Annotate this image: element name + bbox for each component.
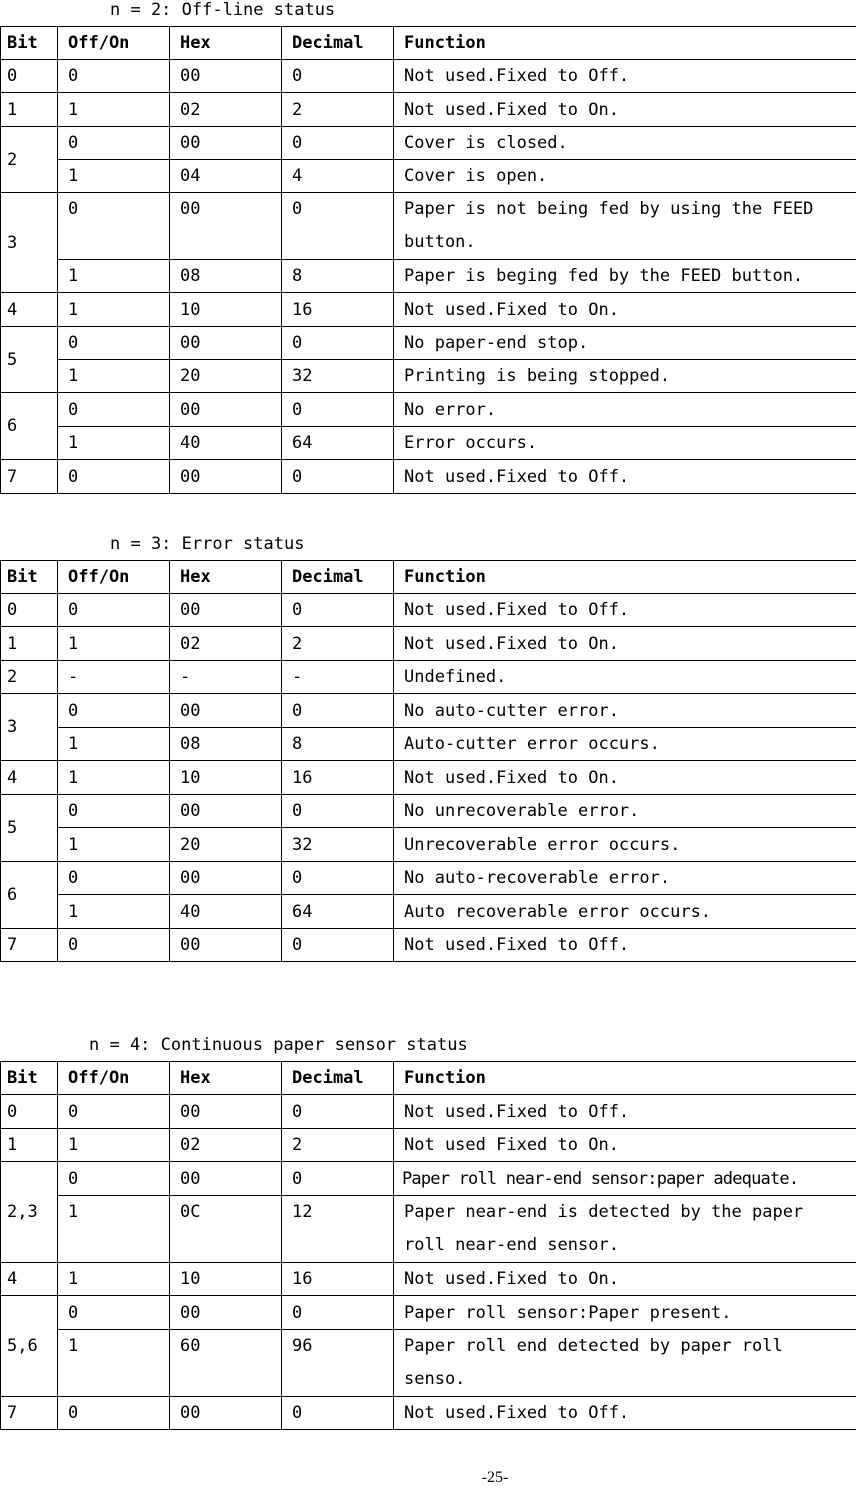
table-row bbox=[1, 1263, 856, 1296]
function-cell: Printing is being stopped. bbox=[394, 360, 856, 393]
hex-cell: 00 bbox=[170, 460, 282, 494]
off-on-cell: 1 bbox=[58, 160, 170, 193]
table-row bbox=[1, 60, 856, 93]
bit-cell: 0 bbox=[1, 60, 58, 93]
decimal-cell: 2 bbox=[282, 93, 394, 127]
decimal-cell: 32 bbox=[282, 360, 394, 393]
hex-cell: 00 bbox=[170, 1397, 282, 1430]
decimal-cell: 32 bbox=[282, 828, 394, 862]
table-row bbox=[1, 1162, 856, 1196]
hex-cell: 00 bbox=[170, 594, 282, 627]
decimal-cell: 12 bbox=[282, 1196, 394, 1263]
header-decimal: Decimal bbox=[282, 1062, 394, 1095]
function-cell: No auto-cutter error. bbox=[394, 694, 856, 728]
off-on-cell: 0 bbox=[58, 1296, 170, 1330]
decimal-cell: - bbox=[282, 661, 394, 694]
off-on-cell: 0 bbox=[58, 60, 170, 93]
function-cell: Auto-cutter error occurs. bbox=[394, 728, 856, 761]
off-on-cell: 0 bbox=[58, 594, 170, 627]
hex-cell: 40 bbox=[170, 895, 282, 929]
hex-cell: 10 bbox=[170, 761, 282, 795]
table-row bbox=[1, 627, 856, 661]
off-on-cell: 1 bbox=[58, 293, 170, 327]
off-on-cell: 1 bbox=[58, 1196, 170, 1263]
bit-cell: 7 bbox=[1, 929, 58, 962]
table-row bbox=[1, 795, 856, 828]
table-row bbox=[1, 661, 856, 694]
hex-cell: - bbox=[170, 661, 282, 694]
header-function: Function bbox=[394, 561, 856, 594]
function-cell: Not used.Fixed to On. bbox=[394, 627, 856, 661]
off-on-cell: 0 bbox=[58, 1095, 170, 1129]
table-row bbox=[1, 761, 856, 795]
decimal-cell: 0 bbox=[282, 1095, 394, 1129]
bit-cell: 5 bbox=[1, 327, 58, 393]
decimal-cell: 0 bbox=[282, 393, 394, 427]
table-row bbox=[1, 862, 856, 895]
table-row bbox=[1, 1296, 856, 1330]
decimal-cell: 4 bbox=[282, 160, 394, 193]
function-cell: Not used.Fixed to Off. bbox=[394, 929, 856, 962]
decimal-cell: 0 bbox=[282, 1296, 394, 1330]
bit-cell: 2 bbox=[1, 127, 58, 193]
off-on-cell: 1 bbox=[58, 93, 170, 127]
decimal-cell: 64 bbox=[282, 895, 394, 929]
hex-cell: 04 bbox=[170, 160, 282, 193]
hex-cell: 00 bbox=[170, 327, 282, 360]
function-cell: Paper is beging fed by the FEED button. bbox=[394, 260, 856, 293]
section-caption-offline-status: n = 2: Off-line status bbox=[110, 0, 336, 20]
hex-cell: 00 bbox=[170, 1095, 282, 1129]
function-cell: Cover is closed. bbox=[394, 127, 856, 160]
header-bit: Bit bbox=[1, 27, 58, 60]
off-on-cell: 0 bbox=[58, 193, 170, 260]
decimal-cell: 64 bbox=[282, 427, 394, 460]
off-on-cell: 1 bbox=[58, 828, 170, 862]
table-row bbox=[1, 929, 856, 962]
hex-cell: 02 bbox=[170, 1129, 282, 1162]
bit-cell: 2,3 bbox=[1, 1162, 58, 1263]
table-row bbox=[1, 193, 856, 260]
hex-cell: 20 bbox=[170, 360, 282, 393]
function-cell: Unrecoverable error occurs. bbox=[394, 828, 856, 862]
table-row bbox=[1, 594, 856, 627]
off-on-cell: 1 bbox=[58, 728, 170, 761]
function-cell: No paper-end stop. bbox=[394, 327, 856, 360]
hex-cell: 00 bbox=[170, 862, 282, 895]
function-cell: No unrecoverable error. bbox=[394, 795, 856, 828]
table-row bbox=[1, 260, 856, 293]
hex-cell: 00 bbox=[170, 393, 282, 427]
bit-cell: 7 bbox=[1, 1397, 58, 1430]
bit-cell: 2 bbox=[1, 661, 58, 694]
table-row bbox=[1, 160, 856, 193]
bit-cell: 1 bbox=[1, 627, 58, 661]
function-cell: Not used.Fixed to Off. bbox=[394, 1397, 856, 1430]
table-row bbox=[1, 1330, 856, 1397]
off-on-cell: 0 bbox=[58, 460, 170, 494]
header-off-on: Off/On bbox=[58, 561, 170, 594]
decimal-cell: 0 bbox=[282, 1397, 394, 1430]
table-header-row bbox=[1, 1062, 856, 1095]
table-row bbox=[1, 828, 856, 862]
decimal-cell: 16 bbox=[282, 1263, 394, 1296]
function-cell: Cover is open. bbox=[394, 160, 856, 193]
function-cell: Not used.Fixed to On. bbox=[394, 293, 856, 327]
off-on-cell: 0 bbox=[58, 1397, 170, 1430]
function-cell: Not used.Fixed to Off. bbox=[394, 1095, 856, 1129]
bit-cell: 0 bbox=[1, 1095, 58, 1129]
decimal-cell: 0 bbox=[282, 594, 394, 627]
decimal-cell: 2 bbox=[282, 627, 394, 661]
function-cell: No auto-recoverable error. bbox=[394, 862, 856, 895]
bit-cell: 1 bbox=[1, 93, 58, 127]
function-cell: Error occurs. bbox=[394, 427, 856, 460]
table-header-row bbox=[1, 27, 856, 60]
off-on-cell: 1 bbox=[58, 895, 170, 929]
off-on-cell: 1 bbox=[58, 1129, 170, 1162]
header-off-on: Off/On bbox=[58, 27, 170, 60]
decimal-cell: 8 bbox=[282, 728, 394, 761]
bit-cell: 6 bbox=[1, 393, 58, 460]
bit-cell: 1 bbox=[1, 1129, 58, 1162]
off-on-cell: 1 bbox=[58, 761, 170, 795]
decimal-cell: 0 bbox=[282, 127, 394, 160]
function-cell: Not used.Fixed to Off. bbox=[394, 460, 856, 494]
hex-cell: 10 bbox=[170, 1263, 282, 1296]
bit-cell: 4 bbox=[1, 761, 58, 795]
off-on-cell: 0 bbox=[58, 393, 170, 427]
decimal-cell: 0 bbox=[282, 694, 394, 728]
function-cell: Paper roll near-end sensor:paper adequate. bbox=[394, 1162, 856, 1196]
table-row bbox=[1, 1196, 856, 1263]
table-row bbox=[1, 127, 856, 160]
off-on-cell: 1 bbox=[58, 427, 170, 460]
off-on-cell: 1 bbox=[58, 1263, 170, 1296]
decimal-cell: 96 bbox=[282, 1330, 394, 1397]
table-row bbox=[1, 360, 856, 393]
bit-cell: 4 bbox=[1, 1263, 58, 1296]
decimal-cell: 2 bbox=[282, 1129, 394, 1162]
decimal-cell: 16 bbox=[282, 293, 394, 327]
decimal-cell: 16 bbox=[282, 761, 394, 795]
decimal-cell: 0 bbox=[282, 60, 394, 93]
hex-cell: 08 bbox=[170, 260, 282, 293]
header-function: Function bbox=[394, 1062, 856, 1095]
decimal-cell: 8 bbox=[282, 260, 394, 293]
hex-cell: 00 bbox=[170, 694, 282, 728]
off-on-cell: 0 bbox=[58, 127, 170, 160]
decimal-cell: 0 bbox=[282, 193, 394, 260]
off-on-cell: 0 bbox=[58, 862, 170, 895]
decimal-cell: 0 bbox=[282, 460, 394, 494]
table-row bbox=[1, 895, 856, 929]
header-hex: Hex bbox=[170, 1062, 282, 1095]
function-cell: Not used.Fixed to Off. bbox=[394, 594, 856, 627]
off-on-cell: 1 bbox=[58, 627, 170, 661]
decimal-cell: 0 bbox=[282, 862, 394, 895]
table-row bbox=[1, 694, 856, 728]
table-row bbox=[1, 427, 856, 460]
section-caption-paper-sensor-status: n = 4: Continuous paper sensor status bbox=[89, 1035, 468, 1055]
function-cell: Not used.Fixed to On. bbox=[394, 761, 856, 795]
function-cell: No error. bbox=[394, 393, 856, 427]
table-row bbox=[1, 293, 856, 327]
off-on-cell: 1 bbox=[58, 1330, 170, 1397]
table-row bbox=[1, 93, 856, 127]
hex-cell: 00 bbox=[170, 60, 282, 93]
off-on-cell: 0 bbox=[58, 1162, 170, 1196]
table-header-row bbox=[1, 561, 856, 594]
table-row bbox=[1, 1095, 856, 1129]
hex-cell: 00 bbox=[170, 1296, 282, 1330]
header-hex: Hex bbox=[170, 561, 282, 594]
function-cell: Paper roll end detected by paper roll senso. bbox=[394, 1330, 856, 1397]
function-cell: Paper near-end is detected by the paper roll near-end sensor. bbox=[394, 1196, 856, 1263]
bit-cell: 3 bbox=[1, 193, 58, 293]
header-hex: Hex bbox=[170, 27, 282, 60]
offline-status-table bbox=[0, 26, 856, 494]
decimal-cell: 0 bbox=[282, 327, 394, 360]
page-number: -25- bbox=[481, 1469, 509, 1486]
hex-cell: 00 bbox=[170, 795, 282, 828]
off-on-cell: 0 bbox=[58, 929, 170, 962]
hex-cell: 40 bbox=[170, 427, 282, 460]
bit-cell: 7 bbox=[1, 460, 58, 494]
function-cell: Paper is not being fed by using the FEED button. bbox=[394, 193, 856, 260]
header-decimal: Decimal bbox=[282, 27, 394, 60]
header-off-on: Off/On bbox=[58, 1062, 170, 1095]
paper-sensor-status-table bbox=[0, 1061, 856, 1430]
decimal-cell: 0 bbox=[282, 929, 394, 962]
function-cell: Auto recoverable error occurs. bbox=[394, 895, 856, 929]
off-on-cell: 1 bbox=[58, 360, 170, 393]
table-row bbox=[1, 728, 856, 761]
bit-cell: 5,6 bbox=[1, 1296, 58, 1397]
off-on-cell: 0 bbox=[58, 327, 170, 360]
header-function: Function bbox=[394, 27, 856, 60]
section-caption-error-status: n = 3: Error status bbox=[110, 534, 305, 554]
off-on-cell: 0 bbox=[58, 795, 170, 828]
function-cell: Undefined. bbox=[394, 661, 856, 694]
hex-cell: 0C bbox=[170, 1196, 282, 1263]
function-cell: Paper roll sensor:Paper present. bbox=[394, 1296, 856, 1330]
function-cell: Not used.Fixed to Off. bbox=[394, 60, 856, 93]
hex-cell: 00 bbox=[170, 193, 282, 260]
function-cell: Not used.Fixed to On. bbox=[394, 1263, 856, 1296]
hex-cell: 00 bbox=[170, 1162, 282, 1196]
decimal-cell: 0 bbox=[282, 1162, 394, 1196]
hex-cell: 10 bbox=[170, 293, 282, 327]
table-row bbox=[1, 393, 856, 427]
table-row bbox=[1, 1129, 856, 1162]
function-cell: Not used.Fixed to On. bbox=[394, 93, 856, 127]
decimal-cell: 0 bbox=[282, 795, 394, 828]
header-bit: Bit bbox=[1, 1062, 58, 1095]
hex-cell: 00 bbox=[170, 127, 282, 160]
hex-cell: 02 bbox=[170, 627, 282, 661]
bit-cell: 4 bbox=[1, 293, 58, 327]
bit-cell: 5 bbox=[1, 795, 58, 862]
bit-cell: 3 bbox=[1, 694, 58, 761]
off-on-cell: 0 bbox=[58, 694, 170, 728]
table-row bbox=[1, 327, 856, 360]
header-bit: Bit bbox=[1, 561, 58, 594]
hex-cell: 02 bbox=[170, 93, 282, 127]
error-status-table bbox=[0, 560, 856, 962]
hex-cell: 00 bbox=[170, 929, 282, 962]
hex-cell: 60 bbox=[170, 1330, 282, 1397]
hex-cell: 20 bbox=[170, 828, 282, 862]
bit-cell: 0 bbox=[1, 594, 58, 627]
off-on-cell: 1 bbox=[58, 260, 170, 293]
function-cell: Not used Fixed to On. bbox=[394, 1129, 856, 1162]
bit-cell: 6 bbox=[1, 862, 58, 929]
table-row bbox=[1, 1397, 856, 1430]
table-row bbox=[1, 460, 856, 494]
hex-cell: 08 bbox=[170, 728, 282, 761]
off-on-cell: - bbox=[58, 661, 170, 694]
header-decimal: Decimal bbox=[282, 561, 394, 594]
